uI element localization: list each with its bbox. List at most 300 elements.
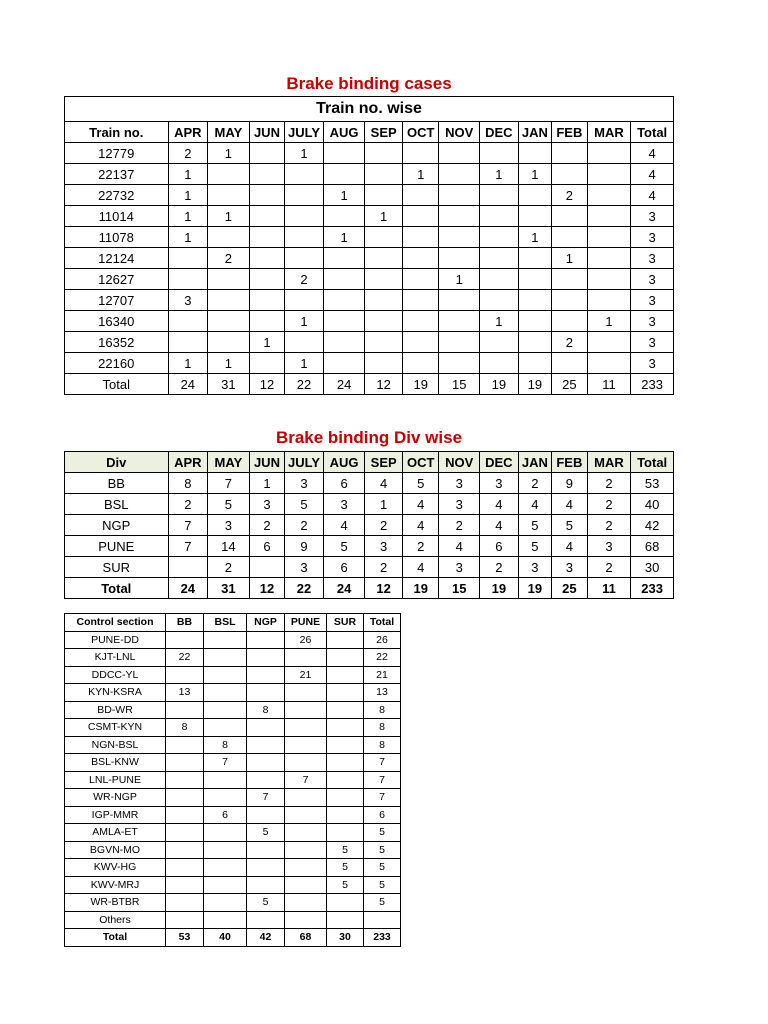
row-label-cell: KYN-KSRA <box>65 684 166 702</box>
table-row <box>65 649 401 667</box>
table-cell <box>166 859 204 877</box>
total-row <box>65 929 401 947</box>
table-cell <box>327 789 364 807</box>
row-label-cell: LNL-PUNE <box>65 771 166 789</box>
table-cell <box>285 911 327 929</box>
column-header: OCT <box>402 122 439 143</box>
column-header: APR <box>168 452 208 473</box>
table-cell <box>365 332 403 353</box>
table-cell <box>323 290 365 311</box>
table-cell: 4 <box>439 536 480 557</box>
table-cell: 2 <box>552 185 588 206</box>
table-cell: 5 <box>364 859 401 877</box>
table-cell <box>365 248 403 269</box>
table-cell: 1 <box>285 143 324 164</box>
table-cell: 2 <box>285 269 324 290</box>
column-header: Control section <box>65 614 166 632</box>
table-cell: 3 <box>631 206 674 227</box>
table-cell <box>587 248 631 269</box>
table-cell <box>208 332 250 353</box>
table-cell: 7 <box>364 754 401 772</box>
table-cell <box>323 332 365 353</box>
row-label-cell: 22732 <box>65 185 169 206</box>
table-cell: 5 <box>364 824 401 842</box>
table-cell <box>439 332 480 353</box>
table-cell: 6 <box>249 536 285 557</box>
column-header: MAR <box>587 122 631 143</box>
table-cell: 3 <box>439 473 480 494</box>
row-label-cell: BSL <box>65 494 169 515</box>
table-cell: 4 <box>480 494 519 515</box>
table-cell: 5 <box>518 515 551 536</box>
table-cell: 15 <box>439 578 480 599</box>
table-row <box>65 666 401 684</box>
table-cell <box>402 143 439 164</box>
table-cell <box>166 701 204 719</box>
table-cell: 11 <box>587 374 631 395</box>
table-cell <box>518 269 551 290</box>
table-cell: 2 <box>587 473 631 494</box>
table-cell <box>365 185 403 206</box>
table-row <box>65 374 674 395</box>
table-row <box>65 771 401 789</box>
table-cell: 42 <box>247 929 285 947</box>
table-cell: 1 <box>249 473 285 494</box>
table-cell <box>204 876 247 894</box>
table-cell: 7 <box>168 536 208 557</box>
table-cell <box>439 143 480 164</box>
table-row <box>65 876 401 894</box>
table-cell <box>168 311 208 332</box>
table-cell: 1 <box>587 311 631 332</box>
table-row <box>65 185 674 206</box>
row-label-cell: Total <box>65 929 166 947</box>
table-cell: 1 <box>552 248 588 269</box>
table-cell: 8 <box>247 701 285 719</box>
table-cell: 11 <box>587 578 631 599</box>
table-cell <box>166 736 204 754</box>
table-cell: 5 <box>208 494 250 515</box>
table-cell: 6 <box>323 473 365 494</box>
table-cell: 4 <box>631 164 674 185</box>
column-header: DEC <box>480 452 519 473</box>
table-cell: 9 <box>285 536 324 557</box>
table-cell <box>208 227 250 248</box>
table-cell <box>249 557 285 578</box>
table-cell <box>552 206 588 227</box>
table-cell <box>285 859 327 877</box>
table-cell: 5 <box>285 494 324 515</box>
table-cell <box>285 290 324 311</box>
table-cell <box>323 353 365 374</box>
row-label-cell: CSMT-KYN <box>65 719 166 737</box>
table-cell <box>204 701 247 719</box>
table-row <box>65 353 674 374</box>
table-cell: 1 <box>365 494 403 515</box>
table-cell <box>166 631 204 649</box>
table-cell <box>285 185 324 206</box>
row-label-cell: SUR <box>65 557 169 578</box>
control-section-table <box>64 613 401 947</box>
table-cell: 25 <box>552 374 588 395</box>
table-cell: 1 <box>439 269 480 290</box>
table-cell <box>249 185 285 206</box>
table-cell <box>518 206 551 227</box>
table-cell <box>439 185 480 206</box>
table-cell <box>327 736 364 754</box>
table-cell: 7 <box>364 789 401 807</box>
table-cell <box>204 684 247 702</box>
table-cell: 21 <box>364 666 401 684</box>
table-cell <box>285 248 324 269</box>
table-cell: 22 <box>285 578 324 599</box>
table-cell <box>166 876 204 894</box>
row-label-cell: WR-NGP <box>65 789 166 807</box>
table-cell: 3 <box>285 557 324 578</box>
table-cell <box>327 649 364 667</box>
table-cell: 5 <box>247 894 285 912</box>
table-cell <box>204 841 247 859</box>
table-cell <box>323 206 365 227</box>
table-cell <box>587 143 631 164</box>
row-label-cell: KJT-LNL <box>65 649 166 667</box>
table-cell: 2 <box>208 557 250 578</box>
column-header: BB <box>166 614 204 632</box>
column-header: SUR <box>327 614 364 632</box>
table-cell: 13 <box>364 684 401 702</box>
table-cell <box>247 771 285 789</box>
table-cell: 3 <box>439 494 480 515</box>
row-label-cell: 11078 <box>65 227 169 248</box>
table-cell: 9 <box>552 473 588 494</box>
table-cell: 1 <box>168 164 208 185</box>
table-cell <box>327 666 364 684</box>
table-cell <box>402 332 439 353</box>
table-cell <box>327 894 364 912</box>
column-header: AUG <box>323 122 365 143</box>
table-cell <box>249 227 285 248</box>
table-cell: 1 <box>249 332 285 353</box>
table-cell: 4 <box>480 515 519 536</box>
table-cell: 8 <box>364 719 401 737</box>
table-cell <box>327 684 364 702</box>
table-row <box>65 789 401 807</box>
table-cell <box>402 227 439 248</box>
table-cell <box>518 311 551 332</box>
table-cell <box>285 876 327 894</box>
table-cell: 3 <box>631 290 674 311</box>
row-label-cell: 12707 <box>65 290 169 311</box>
table-cell <box>285 684 327 702</box>
row-label-cell: NGN-BSL <box>65 736 166 754</box>
table-cell <box>552 143 588 164</box>
table-cell: 22 <box>364 649 401 667</box>
table-cell: 2 <box>365 557 403 578</box>
column-header: MAY <box>208 452 250 473</box>
table-cell: 12 <box>365 374 403 395</box>
table-cell: 8 <box>364 736 401 754</box>
table-cell: 4 <box>518 494 551 515</box>
table-cell: 1 <box>402 164 439 185</box>
table-cell <box>285 227 324 248</box>
table-cell: 1 <box>323 185 365 206</box>
table-cell <box>439 248 480 269</box>
table-cell: 1 <box>208 353 250 374</box>
table-cell <box>364 911 401 929</box>
row-label-cell: 12779 <box>65 143 169 164</box>
total-row <box>65 578 674 599</box>
table-cell <box>587 227 631 248</box>
row-label-cell: 12124 <box>65 248 169 269</box>
table-cell <box>480 332 519 353</box>
table-cell <box>249 206 285 227</box>
table-cell: 6 <box>364 806 401 824</box>
table-row <box>65 332 674 353</box>
row-label-cell: 16340 <box>65 311 169 332</box>
row-label-cell: BSL-KNW <box>65 754 166 772</box>
table-cell: 2 <box>480 557 519 578</box>
table-cell <box>204 666 247 684</box>
table-cell <box>285 164 324 185</box>
table-cell: 4 <box>552 494 588 515</box>
column-header: SEP <box>365 122 403 143</box>
table-cell <box>247 876 285 894</box>
table-cell: 2 <box>168 143 208 164</box>
column-header: FEB <box>552 122 588 143</box>
table-cell: 22 <box>285 374 324 395</box>
column-header: JAN <box>518 452 551 473</box>
table-cell: 1 <box>168 206 208 227</box>
column-header: PUNE <box>285 614 327 632</box>
column-header: AUG <box>323 452 365 473</box>
table-cell: 12 <box>249 374 285 395</box>
table-cell: 7 <box>285 771 327 789</box>
table-cell <box>285 841 327 859</box>
table-cell: 1 <box>208 206 250 227</box>
table-cell <box>247 684 285 702</box>
table-cell <box>365 353 403 374</box>
table-cell <box>327 806 364 824</box>
table-cell <box>285 736 327 754</box>
column-header: DEC <box>480 122 519 143</box>
table-cell <box>285 894 327 912</box>
table-cell: 3 <box>439 557 480 578</box>
table-cell <box>365 269 403 290</box>
table-cell: 4 <box>631 185 674 206</box>
table-cell: 19 <box>480 374 519 395</box>
table-cell <box>402 353 439 374</box>
table-row <box>65 859 401 877</box>
row-label-cell: 22137 <box>65 164 169 185</box>
table-row <box>65 806 401 824</box>
table-cell <box>402 290 439 311</box>
table-row <box>65 473 674 494</box>
table-row <box>65 701 401 719</box>
table-cell <box>249 164 285 185</box>
table-cell: 3 <box>631 248 674 269</box>
table-cell: 21 <box>285 666 327 684</box>
table-cell: 2 <box>249 515 285 536</box>
table-cell: 1 <box>208 143 250 164</box>
table-cell: 1 <box>480 311 519 332</box>
table-cell <box>166 666 204 684</box>
table-cell: 25 <box>552 578 588 599</box>
table-cell <box>168 557 208 578</box>
table-cell <box>247 754 285 772</box>
column-header: Total <box>364 614 401 632</box>
row-label-cell: Total <box>65 374 169 395</box>
table-cell: 2 <box>587 557 631 578</box>
table-cell <box>365 290 403 311</box>
column-header: NOV <box>439 122 480 143</box>
table-cell: 5 <box>518 536 551 557</box>
row-label-cell: KWV-HG <box>65 859 166 877</box>
row-label-cell: IGP-MMR <box>65 806 166 824</box>
row-label-cell: BD-WR <box>65 701 166 719</box>
table-cell <box>480 290 519 311</box>
table-cell: 12 <box>249 578 285 599</box>
table-row <box>65 143 674 164</box>
table-cell <box>518 332 551 353</box>
table-cell: 1 <box>285 353 324 374</box>
table-cell: 31 <box>208 374 250 395</box>
table-cell <box>249 143 285 164</box>
row-label-cell: WR-BTBR <box>65 894 166 912</box>
table-row <box>65 311 674 332</box>
column-header: OCT <box>402 452 439 473</box>
table-cell <box>249 248 285 269</box>
table-cell <box>204 859 247 877</box>
table-cell <box>285 789 327 807</box>
table-row <box>65 631 401 649</box>
table-row <box>65 290 674 311</box>
table-cell <box>247 649 285 667</box>
table-cell: 1 <box>168 185 208 206</box>
row-label-cell: Total <box>65 578 169 599</box>
table-cell: 68 <box>285 929 327 947</box>
table-cell <box>518 353 551 374</box>
table-cell: 1 <box>168 227 208 248</box>
table-cell: 14 <box>208 536 250 557</box>
table-cell: 2 <box>402 536 439 557</box>
table-cell <box>518 290 551 311</box>
row-label-cell: 16352 <box>65 332 169 353</box>
table-cell: 4 <box>365 473 403 494</box>
table-cell: 6 <box>480 536 519 557</box>
table-cell: 19 <box>518 578 551 599</box>
table-header-row <box>65 614 401 632</box>
row-label-cell: 11014 <box>65 206 169 227</box>
table-cell: 5 <box>364 841 401 859</box>
table-cell: 12 <box>365 578 403 599</box>
table-cell <box>204 824 247 842</box>
table-cell <box>552 164 588 185</box>
table-cell <box>247 841 285 859</box>
table-cell <box>327 824 364 842</box>
column-header: Total <box>631 122 674 143</box>
table-cell: 19 <box>402 374 439 395</box>
table-cell <box>327 701 364 719</box>
table-cell: 4 <box>402 557 439 578</box>
column-header: APR <box>168 122 208 143</box>
column-header: NGP <box>247 614 285 632</box>
table-cell: 53 <box>631 473 674 494</box>
table-cell <box>552 269 588 290</box>
table-cell: 26 <box>285 631 327 649</box>
table-cell: 40 <box>204 929 247 947</box>
table-cell: 2 <box>552 332 588 353</box>
table-cell: 7 <box>208 473 250 494</box>
table-row <box>65 557 674 578</box>
table-cell: 13 <box>166 684 204 702</box>
table-row <box>65 227 674 248</box>
table-cell <box>327 754 364 772</box>
table-cell <box>327 911 364 929</box>
table-row <box>65 684 401 702</box>
table-cell: 8 <box>168 473 208 494</box>
table-cell <box>204 789 247 807</box>
table-cell: 42 <box>631 515 674 536</box>
table-cell <box>439 353 480 374</box>
row-label-cell: 22160 <box>65 353 169 374</box>
table-cell: 5 <box>364 876 401 894</box>
table-cell <box>587 164 631 185</box>
column-header: Train no. <box>65 122 169 143</box>
table-cell <box>587 332 631 353</box>
table-cell: 2 <box>208 248 250 269</box>
table-cell <box>249 353 285 374</box>
column-header: SEP <box>365 452 403 473</box>
table-cell: 1 <box>285 311 324 332</box>
row-label-cell: PUNE-DD <box>65 631 166 649</box>
table-cell: 24 <box>323 374 365 395</box>
table-row <box>65 494 674 515</box>
table-cell <box>480 269 519 290</box>
row-label-cell: 12627 <box>65 269 169 290</box>
table-cell <box>208 311 250 332</box>
train-wise-table <box>64 96 674 395</box>
table-cell: 19 <box>518 374 551 395</box>
table-cell <box>365 164 403 185</box>
table-cell: 5 <box>327 859 364 877</box>
table-cell: 3 <box>631 269 674 290</box>
table-cell <box>204 894 247 912</box>
table-cell: 2 <box>365 515 403 536</box>
table-cell: 2 <box>168 494 208 515</box>
table-row <box>65 736 401 754</box>
column-header: JULY <box>285 122 324 143</box>
table-row <box>65 248 674 269</box>
table-cell: 2 <box>439 515 480 536</box>
table-cell <box>247 806 285 824</box>
table-cell <box>402 185 439 206</box>
table-cell: 4 <box>552 536 588 557</box>
table-cell: 2 <box>518 473 551 494</box>
table-cell: 24 <box>323 578 365 599</box>
column-header: MAR <box>587 452 631 473</box>
column-header: BSL <box>204 614 247 632</box>
table-cell <box>204 771 247 789</box>
table-cell: 7 <box>168 515 208 536</box>
table-cell: 4 <box>402 515 439 536</box>
table-cell: 4 <box>631 143 674 164</box>
table-cell <box>204 649 247 667</box>
table-cell <box>323 248 365 269</box>
table-cell <box>285 719 327 737</box>
table-cell <box>247 666 285 684</box>
table-cell <box>439 227 480 248</box>
table-cell: 3 <box>208 515 250 536</box>
